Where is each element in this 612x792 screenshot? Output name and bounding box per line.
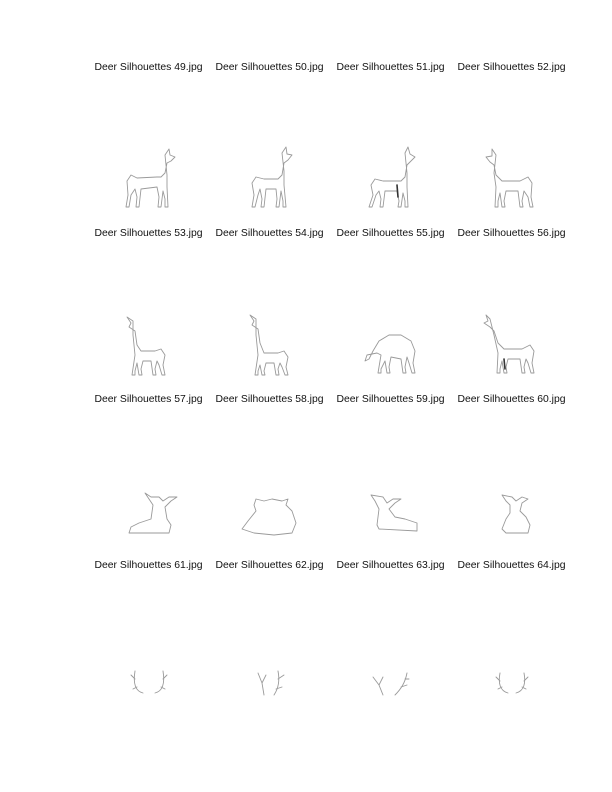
image-thumbnail <box>209 308 330 386</box>
image-caption: Deer Silhouettes 53.jpg <box>94 228 203 239</box>
caption-row-3 <box>88 390 578 410</box>
image-caption: Deer Silhouettes 62.jpg <box>215 560 324 571</box>
image-caption: Deer Silhouettes 52.jpg <box>457 62 566 73</box>
antlers-icon <box>355 643 427 715</box>
image-caption: Deer Silhouettes 63.jpg <box>336 560 445 571</box>
image-caption: Deer Silhouettes 64.jpg <box>457 560 566 571</box>
antlers-icon <box>234 643 306 715</box>
image-thumbnail <box>451 142 572 220</box>
deer-lying-icon <box>476 479 548 551</box>
deer-standing-icon <box>476 145 548 217</box>
image-thumbnail <box>330 142 451 220</box>
image-caption: Deer Silhouettes 51.jpg <box>336 62 445 73</box>
caption-row-1 <box>88 58 578 78</box>
image-thumbnail <box>330 476 451 554</box>
image-caption: Deer Silhouettes 58.jpg <box>215 394 324 405</box>
deer-standing-icon <box>113 145 185 217</box>
image-caption: Deer Silhouettes 55.jpg <box>336 228 445 239</box>
deer-grazing-icon <box>355 311 427 383</box>
image-thumbnail <box>88 640 209 718</box>
image-thumbnail <box>451 476 572 554</box>
image-caption: Deer Silhouettes 56.jpg <box>457 228 566 239</box>
deer-standing-icon <box>113 311 185 383</box>
image-caption: Deer Silhouettes 61.jpg <box>94 560 203 571</box>
thumbnail-row-3 <box>88 476 578 554</box>
thumbnail-row-2 <box>88 308 578 386</box>
image-thumbnail <box>451 640 572 718</box>
deer-lying-icon <box>355 479 427 551</box>
thumbnail-row-4 <box>88 640 578 718</box>
image-thumbnail <box>330 308 451 386</box>
deer-standing-icon <box>234 311 306 383</box>
caption-row-4 <box>88 556 578 576</box>
caption-row-2 <box>88 224 578 244</box>
deer-lying-icon <box>234 479 306 551</box>
image-thumbnail <box>209 142 330 220</box>
image-thumbnail <box>88 142 209 220</box>
image-caption: Deer Silhouettes 54.jpg <box>215 228 324 239</box>
image-thumbnail <box>88 308 209 386</box>
image-caption: Deer Silhouettes 57.jpg <box>94 394 203 405</box>
image-caption: Deer Silhouettes 50.jpg <box>215 62 324 73</box>
deer-standing-icon <box>476 311 548 383</box>
deer-standing-icon <box>355 145 427 217</box>
image-caption: Deer Silhouettes 59.jpg <box>336 394 445 405</box>
thumbnail-row-1 <box>88 142 578 220</box>
image-thumbnail <box>88 476 209 554</box>
image-thumbnail <box>209 640 330 718</box>
image-thumbnail <box>209 476 330 554</box>
image-caption: Deer Silhouettes 60.jpg <box>457 394 566 405</box>
image-thumbnail <box>330 640 451 718</box>
image-thumbnail <box>451 308 572 386</box>
antlers-icon <box>476 643 548 715</box>
antlers-icon <box>113 643 185 715</box>
deer-lying-icon <box>113 479 185 551</box>
image-caption: Deer Silhouettes 49.jpg <box>94 62 203 73</box>
deer-standing-icon <box>234 145 306 217</box>
